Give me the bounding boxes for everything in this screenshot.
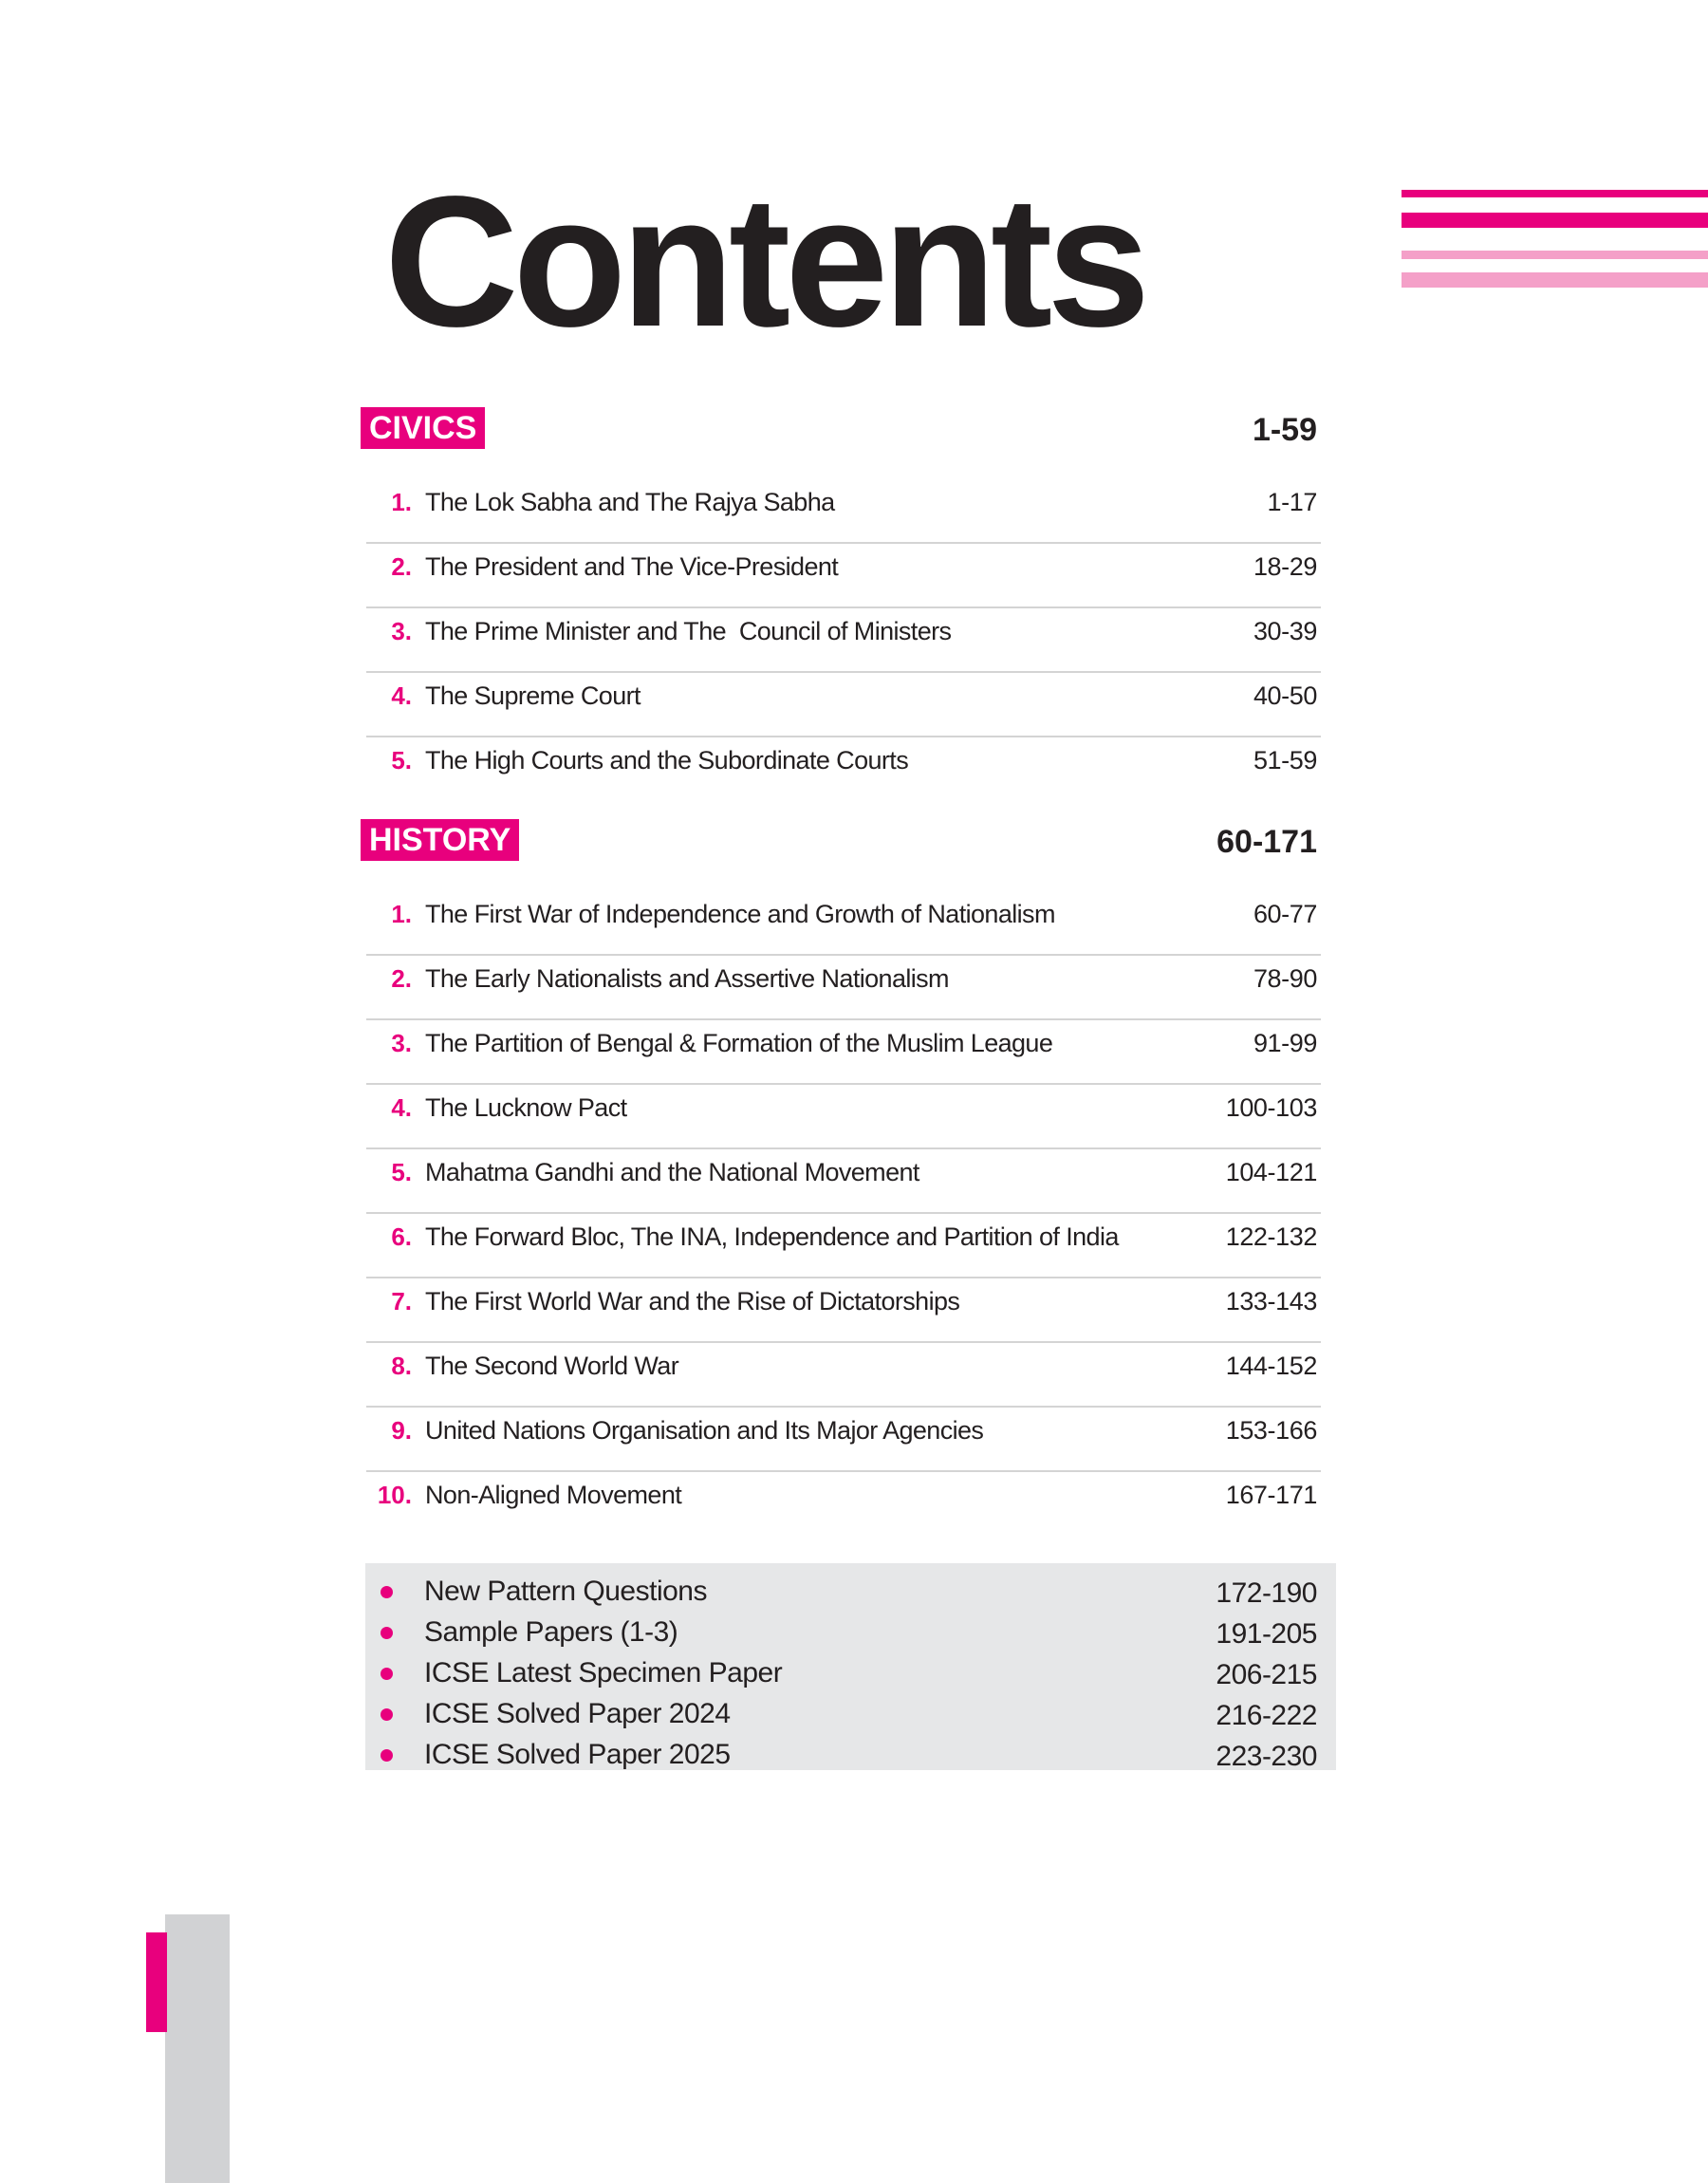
chapter-pages: 100-103 [1225, 1093, 1317, 1122]
chapter-pages: 51-59 [1253, 746, 1317, 774]
chapter-number: 10. [377, 1481, 412, 1509]
toc-row[interactable] [366, 1214, 1321, 1278]
section-range-history: 60-171 [1216, 824, 1317, 860]
chapter-number: 9. [391, 1416, 412, 1445]
toc-row[interactable] [366, 544, 1321, 608]
list-item[interactable] [365, 1695, 1336, 1736]
chapter-title: The Lok Sabha and The Rajya Sabha [425, 488, 835, 516]
chapter-title: The President and The Vice-President [425, 552, 839, 581]
toc-row[interactable] [366, 479, 1321, 544]
bullet-icon [381, 1586, 393, 1598]
chapter-number: 2. [391, 552, 412, 581]
chapter-title: Mahatma Gandhi and the National Movement [425, 1158, 919, 1186]
chapter-pages: 144-152 [1225, 1352, 1317, 1380]
resource-title: ICSE Solved Paper 2024 [424, 1698, 731, 1729]
bullet-icon [381, 1749, 393, 1762]
resource-title: ICSE Latest Specimen Paper [424, 1657, 783, 1689]
history-chapter-list [366, 891, 1321, 1537]
chapter-title: The First War of Independence and Growth of Nationalism [425, 900, 1055, 928]
chapter-title: The Forward Bloc, The INA, Independence and Partition of India [425, 1222, 1119, 1251]
chapter-pages: 1-17 [1267, 488, 1317, 516]
list-item[interactable] [365, 1573, 1336, 1614]
toc-row[interactable] [366, 1278, 1321, 1343]
chapter-title: Non-Aligned Movement [425, 1481, 682, 1509]
bullet-icon [381, 1627, 393, 1639]
chapter-number: 6. [391, 1222, 412, 1251]
section-label-civics: CIVICS [361, 407, 485, 449]
chapter-pages: 167-171 [1225, 1481, 1317, 1509]
bullet-icon [381, 1708, 393, 1721]
section-header-history [361, 819, 1317, 863]
toc-row[interactable] [366, 1343, 1321, 1408]
chapter-number: 3. [391, 1029, 412, 1057]
chapter-title: United Nations Organisation and Its Major Agencies [425, 1416, 984, 1445]
toc-row[interactable] [366, 1149, 1321, 1214]
decorative-stripe [1402, 213, 1708, 228]
decorative-stripe [1402, 190, 1708, 197]
toc-row[interactable] [366, 956, 1321, 1020]
chapter-pages: 78-90 [1253, 964, 1317, 993]
decorative-stripe [1402, 272, 1708, 288]
chapter-title: The High Courts and the Subordinate Courts [425, 746, 909, 774]
section-range-civics: 1-59 [1252, 412, 1317, 448]
chapter-pages: 122-132 [1225, 1222, 1317, 1251]
chapter-pages: 104-121 [1225, 1158, 1317, 1186]
side-decoration-bar [165, 1914, 230, 2183]
chapter-pages: 133-143 [1225, 1287, 1317, 1315]
section-header-civics [361, 407, 1317, 451]
chapter-title: The Second World War [425, 1352, 679, 1380]
chapter-pages: 91-99 [1253, 1029, 1317, 1057]
toc-row[interactable] [366, 673, 1321, 737]
chapter-number: 4. [391, 1093, 412, 1122]
toc-row[interactable] [366, 1085, 1321, 1149]
chapter-number: 3. [391, 617, 412, 645]
chapter-number: 1. [391, 900, 412, 928]
toc-row[interactable] [366, 737, 1321, 802]
toc-row[interactable] [366, 891, 1321, 956]
list-item[interactable] [365, 1736, 1336, 1777]
chapter-number: 8. [391, 1352, 412, 1380]
civics-chapter-list [366, 479, 1321, 802]
section-label-history: HISTORY [361, 819, 519, 861]
toc-row[interactable] [366, 1020, 1321, 1085]
bullet-icon [381, 1668, 393, 1680]
resource-title: ICSE Solved Paper 2025 [424, 1739, 731, 1770]
chapter-title: The Early Nationalists and Assertive Nationalism [425, 964, 949, 993]
list-item[interactable] [365, 1614, 1336, 1654]
page-title: Contents [384, 158, 1145, 365]
chapter-pages: 18-29 [1253, 552, 1317, 581]
chapter-title: The Prime Minister and The Council of Ministers [425, 617, 952, 645]
chapter-title: The Lucknow Pact [425, 1093, 627, 1122]
chapter-title: The First World War and the Rise of Dictatorships [425, 1287, 960, 1315]
resource-title: New Pattern Questions [424, 1576, 707, 1607]
toc-row[interactable] [366, 1408, 1321, 1472]
resource-pages: 216-222 [1216, 1700, 1317, 1731]
chapter-number: 5. [391, 746, 412, 774]
chapter-pages: 30-39 [1253, 617, 1317, 645]
toc-row[interactable] [366, 608, 1321, 673]
additional-resources-panel [365, 1563, 1336, 1770]
side-accent-bar [146, 1932, 167, 2032]
chapter-number: 1. [391, 488, 412, 516]
chapter-number: 4. [391, 681, 412, 710]
list-item[interactable] [365, 1654, 1336, 1695]
chapter-pages: 60-77 [1253, 900, 1317, 928]
resource-pages: 191-205 [1216, 1618, 1317, 1650]
resource-title: Sample Papers (1-3) [424, 1616, 678, 1648]
chapter-pages: 40-50 [1253, 681, 1317, 710]
resource-pages: 172-190 [1216, 1577, 1317, 1609]
chapter-title: The Partition of Bengal & Formation of the Muslim League [425, 1029, 1053, 1057]
chapter-number: 5. [391, 1158, 412, 1186]
toc-row[interactable] [366, 1472, 1321, 1537]
resource-pages: 223-230 [1216, 1741, 1317, 1772]
chapter-number: 7. [391, 1287, 412, 1315]
decorative-stripe [1402, 251, 1708, 259]
chapter-title: The Supreme Court [425, 681, 640, 710]
resource-pages: 206-215 [1216, 1659, 1317, 1690]
chapter-number: 2. [391, 964, 412, 993]
chapter-pages: 153-166 [1225, 1416, 1317, 1445]
